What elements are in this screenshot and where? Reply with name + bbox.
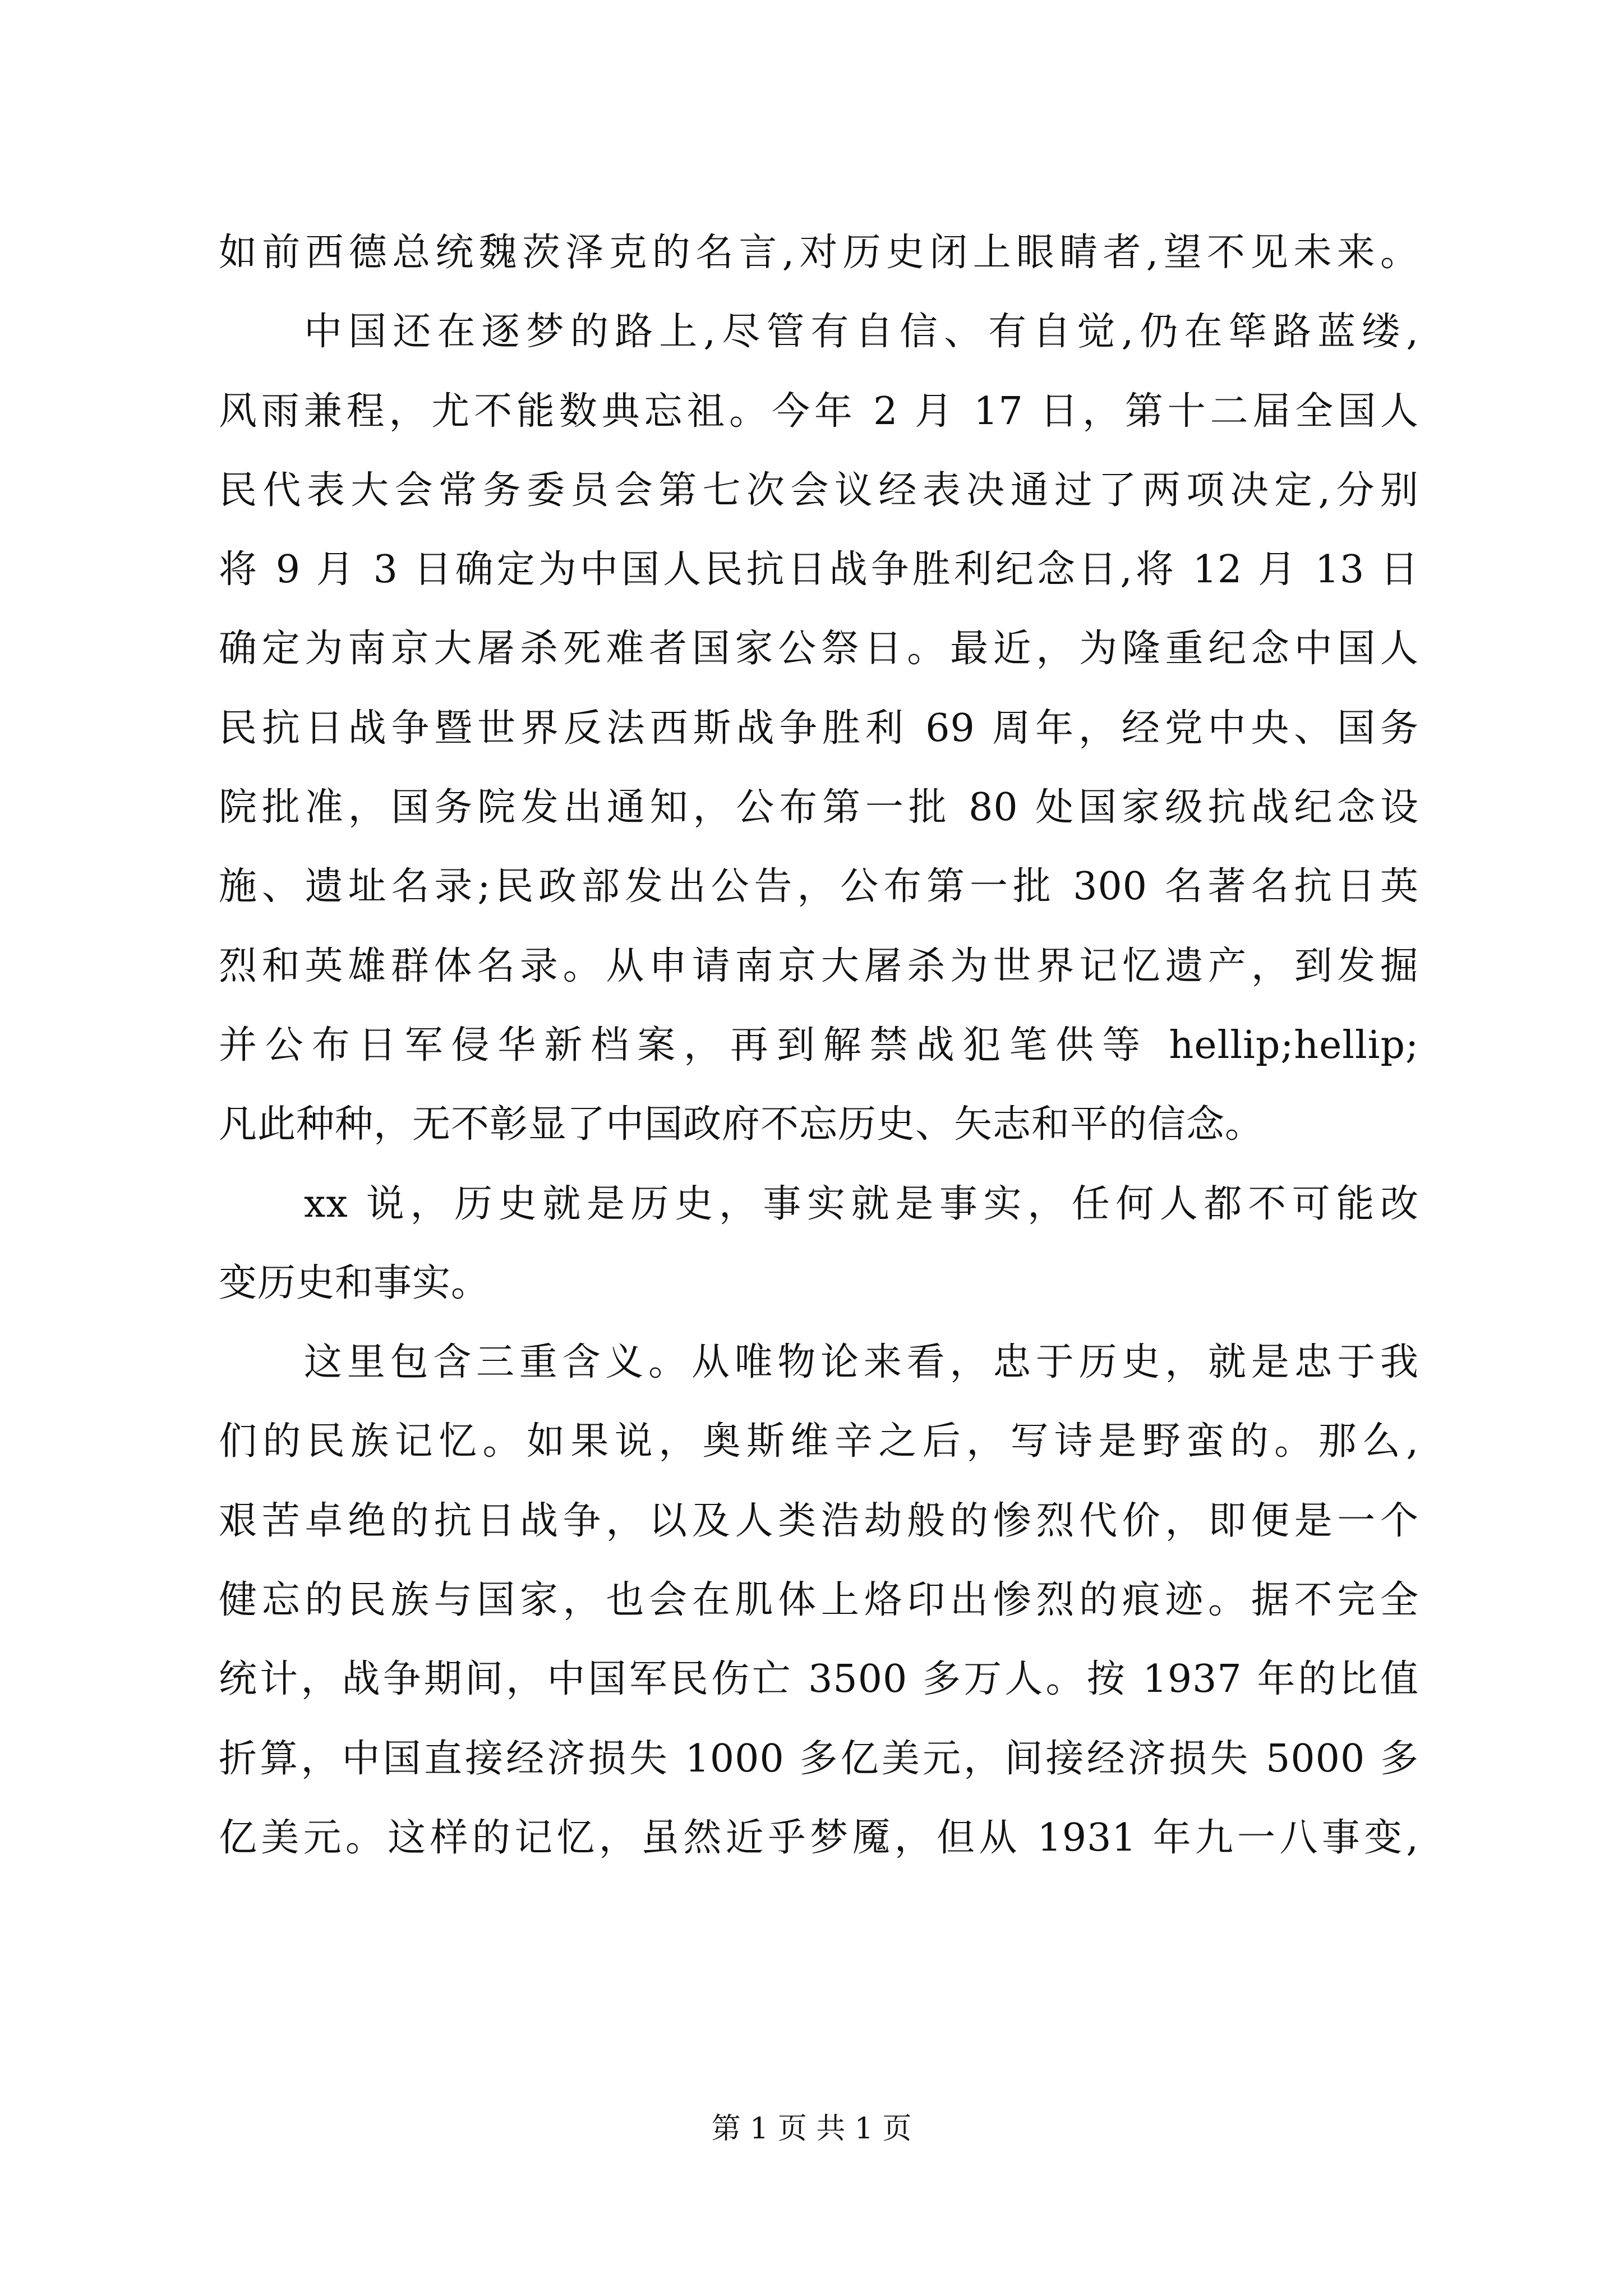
text-line: 如前西德总统魏茨泽克的名言,对历史闭上眼睛者,望不见未来。 — [219, 231, 1419, 275]
text-line: 中国还在逐梦的路上,尽管有自信、有自觉,仍在筚路蓝缕, — [304, 310, 1419, 355]
text-line: 统计，战争期间，中国军民伤亡 3500 多万人。按 1937 年的比值 — [219, 1657, 1419, 1702]
text-line: 凡此种种，无不彰显了中国政府不忘历史、矢志和平的信念。 — [219, 1102, 1264, 1147]
text-line: 这里包含三重含义。从唯物论来看，忠于历史，就是忠于我 — [304, 1340, 1419, 1385]
page-footer: 第 1 页 共 1 页 — [711, 2112, 912, 2146]
text-line: 民抗日战争暨世界反法西斯战争胜利 69 周年，经党中央、国务 — [219, 706, 1419, 751]
text-line: 风雨兼程，尤不能数典忘祖。今年 2 月 17 日，第十二届全国人 — [219, 389, 1419, 434]
text-line: 将 9 月 3 日确定为中国人民抗日战争胜利纪念日,将 12 月 13 日 — [219, 547, 1419, 592]
text-line: 们的民族记忆。如果说，奥斯维辛之后，写诗是野蛮的。那么, — [219, 1419, 1419, 1464]
text-line: 亿美元。这样的记忆，虽然近乎梦魇，但从 1931 年九一八事变, — [219, 1815, 1419, 1860]
text-line: 并公布日军侵华新档案，再到解禁战犯笔供等 hellip;hellip; — [219, 1023, 1419, 1068]
text-line: xx 说，历史就是历史，事实就是事实，任何人都不可能改 — [304, 1181, 1419, 1226]
text-line: 变历史和事实。 — [219, 1260, 490, 1305]
text-line: 健忘的民族与国家，也会在肌体上烙印出惨烈的痕迹。据不完全 — [219, 1578, 1419, 1623]
text-line: 院批准，国务院发出通知，公布第一批 80 处国家级抗战纪念设 — [219, 785, 1419, 830]
text-line: 烈和英雄群体名录。从申请南京大屠杀为世界记忆遗产，到发掘 — [219, 944, 1419, 988]
text-line: 民代表大会常务委员会第七次会议经表决通过了两项决定,分别 — [219, 468, 1419, 513]
text-line: 确定为南京大屠杀死难者国家公祭日。最近，为隆重纪念中国人 — [219, 627, 1419, 671]
text-line: 施、遗址名录;民政部发出公告，公布第一批 300 名著名抗日英 — [219, 864, 1419, 909]
text-line: 艰苦卓绝的抗日战争，以及人类浩劫般的惨烈代价，即便是一个 — [219, 1498, 1419, 1543]
document-body — [219, 213, 1419, 1878]
text-line: 折算，中国直接经济损失 1000 多亿美元，间接经济损失 5000 多 — [219, 1736, 1419, 1781]
